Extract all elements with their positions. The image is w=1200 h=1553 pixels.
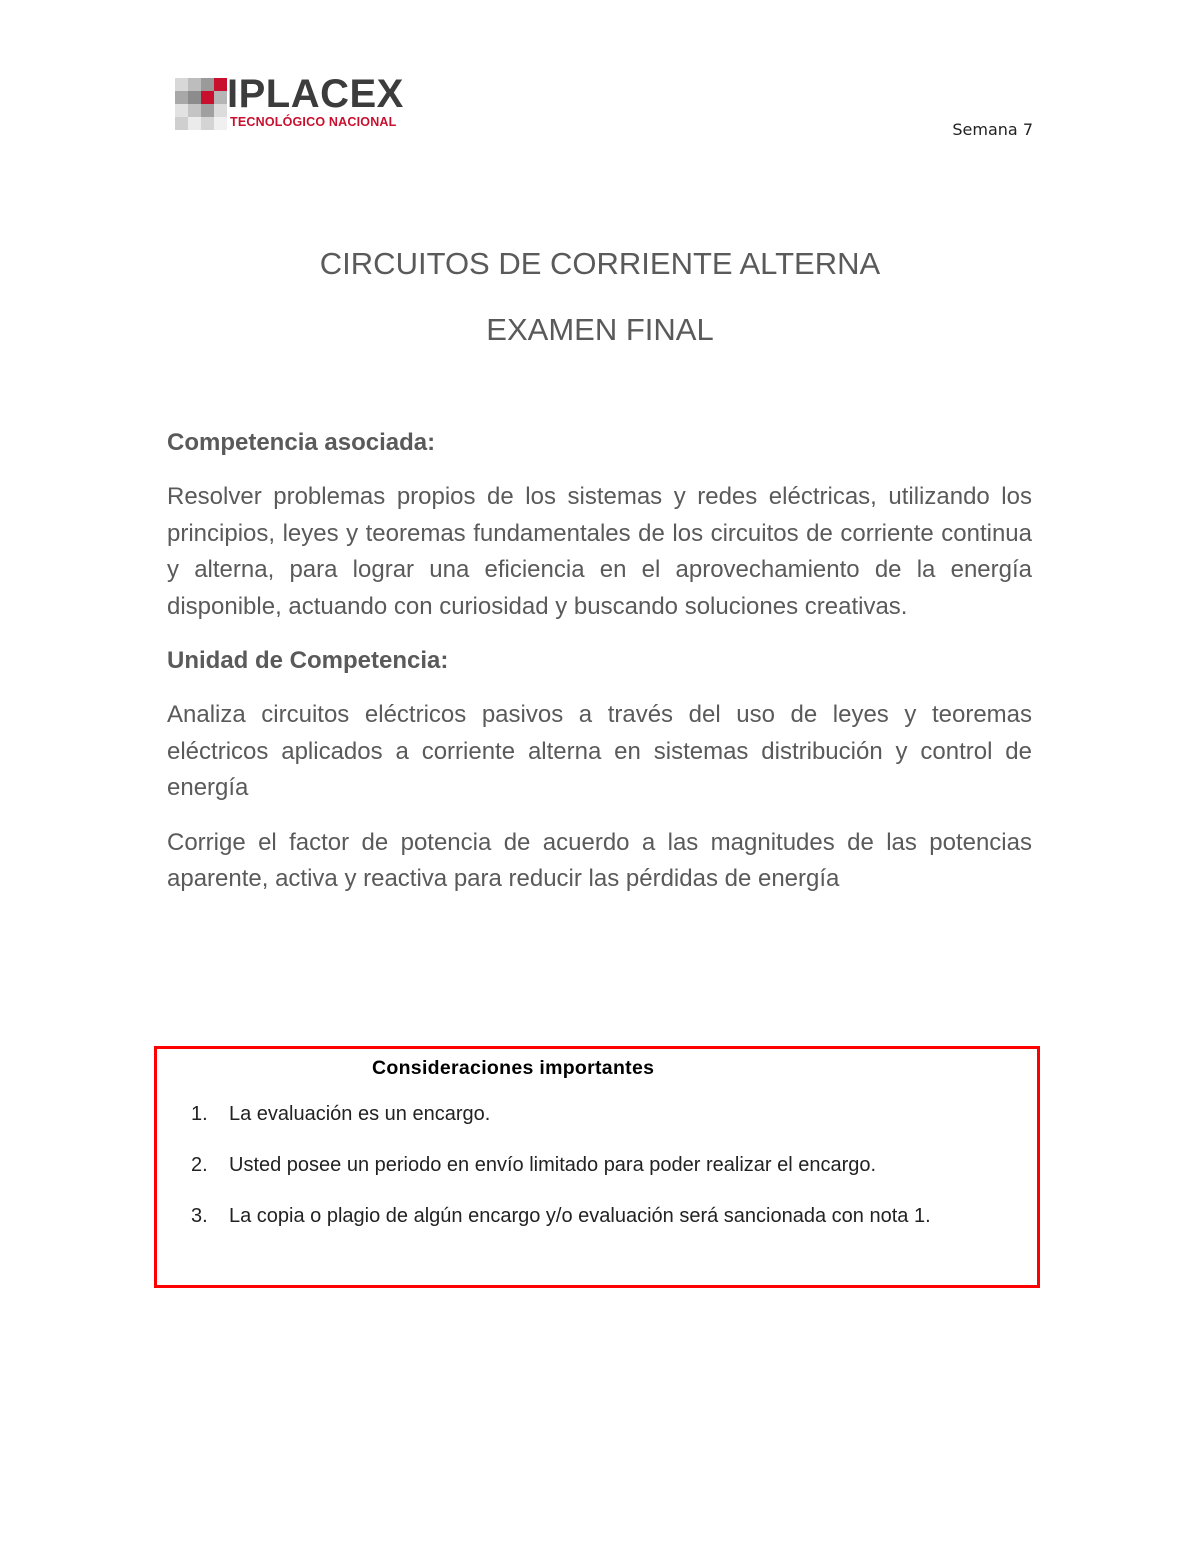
considerations-list xyxy=(191,1099,1033,1252)
list-item-number: 2. xyxy=(191,1154,208,1176)
main-content xyxy=(167,425,1032,916)
course-title: CIRCUITOS DE CORRIENTE ALTERNA xyxy=(319,246,881,281)
list-item-text: La evaluación es un encargo. xyxy=(229,1103,491,1125)
list-item-number: 1. xyxy=(191,1103,208,1125)
competencia-heading: Competencia asociada: xyxy=(167,429,436,456)
logo-mosaic-icon xyxy=(175,78,227,130)
week-label: Semana 7 xyxy=(952,120,1033,139)
considerations-title: Consideraciones importantes xyxy=(372,1057,655,1079)
list-item-text: La copia o plagio de algún encargo y/o evaluación será sancionada con nota 1. xyxy=(229,1205,931,1227)
iplacex-logo xyxy=(175,72,415,132)
exam-title: EXAMEN FINAL xyxy=(486,312,714,347)
unidad-text-2: Corrige el factor de potencia de acuerdo a las magnitudes de las potencias aparente, activa y reactiva para reducir las pérdidas de energía xyxy=(167,828,1032,892)
list-item-number: 3. xyxy=(191,1205,208,1227)
unidad-text-1: Analiza circuitos eléctricos pasivos a través del uso de leyes y teoremas eléctricos aplicados a corriente alterna en sistemas distribución y control de energía xyxy=(167,701,1032,801)
list-item xyxy=(191,1099,1033,1129)
list-item xyxy=(191,1201,1033,1231)
list-item xyxy=(191,1150,1033,1180)
logo-wordmark: IPLACEX xyxy=(227,72,404,116)
considerations-box xyxy=(154,1046,1040,1288)
list-item-text: Usted posee un periodo en envío limitado para poder realizar el encargo. xyxy=(229,1154,877,1176)
competencia-text: Resolver problemas propios de los sistemas y redes eléctricas, utilizando los principios, leyes y teoremas fundamentales de los circuitos de corriente continua y alterna, para lograr una eficiencia en el aprovechamiento de la energía disponible, actuando con curiosidad y buscando soluciones creativas. xyxy=(167,483,1032,620)
logo-tagline: TECNOLÓGICO NACIONAL xyxy=(230,115,397,129)
unidad-heading: Unidad de Competencia: xyxy=(167,647,449,674)
